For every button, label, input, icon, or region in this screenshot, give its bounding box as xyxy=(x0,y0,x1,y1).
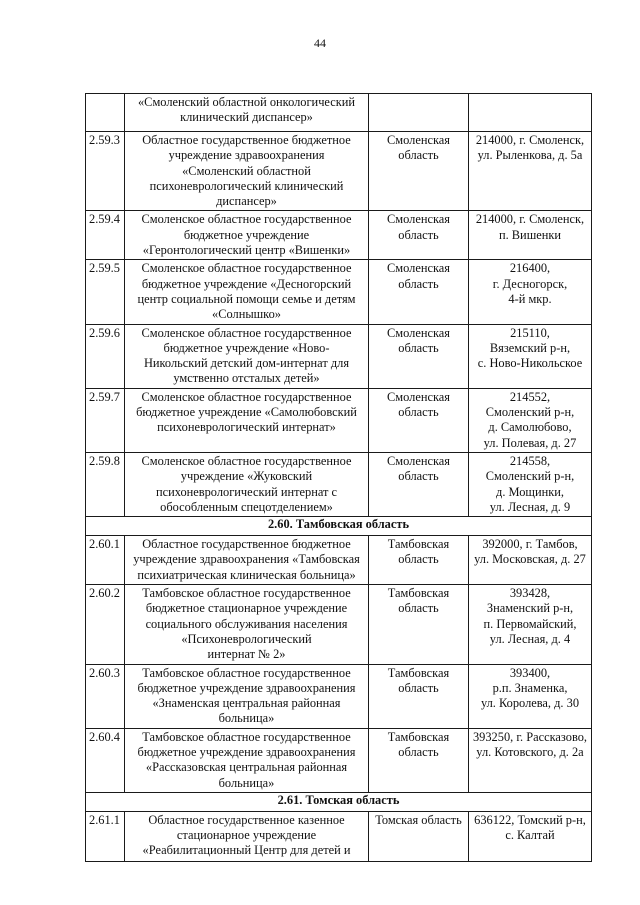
institution-name-line: Тамбовское областное государственное xyxy=(142,665,351,680)
institution-name-line: больница» xyxy=(218,775,275,790)
region-name-line: Тамбовская xyxy=(387,537,450,552)
institution-name-line: центр социальной помощи семье и детям xyxy=(137,291,356,306)
address-line: 214000, г. Смоленск, xyxy=(475,212,585,227)
address-line: г. Десногорск, xyxy=(492,276,568,291)
institution-name-line: больница» xyxy=(218,711,275,726)
region-name-line: область xyxy=(398,469,439,484)
address-cell xyxy=(469,811,592,861)
address-line: Смоленский р-н, xyxy=(485,405,575,420)
institution-name-line: «Рассказовская центральная районная xyxy=(145,760,348,775)
row-number xyxy=(86,94,125,132)
region-name-line: Смоленская xyxy=(387,389,450,404)
table-row xyxy=(86,728,592,792)
region-name-cell xyxy=(369,728,469,792)
row-number: 2.59.3 xyxy=(86,132,125,211)
address-cell xyxy=(469,132,592,211)
section-row xyxy=(86,517,592,536)
institution-name-cell xyxy=(125,388,369,452)
institution-name-line: Областное государственное бюджетное xyxy=(142,537,351,552)
region-name-line: Томская область xyxy=(375,812,462,827)
institution-name-cell xyxy=(125,728,369,792)
address-line: д. Самолюбово, xyxy=(488,420,572,435)
table-row xyxy=(86,811,592,861)
institution-name-line: Смоленское областное государственное xyxy=(141,212,352,227)
region-name-line: область xyxy=(398,601,439,616)
region-name-cell xyxy=(369,324,469,388)
institution-name-cell xyxy=(125,132,369,211)
institution-name-line: интернат № 2» xyxy=(207,647,286,662)
institution-name-line: бюджетное учреждение «Самолюбовский xyxy=(136,405,357,420)
address-line: Знаменский р-н, xyxy=(486,601,574,616)
address-cell xyxy=(469,94,592,132)
table-row xyxy=(86,324,592,388)
institution-name-line: Смоленское областное государственное xyxy=(141,389,352,404)
address-line: п. Вишенки xyxy=(498,227,562,242)
region-name-cell xyxy=(369,585,469,664)
institution-name-line: «Смоленский областной xyxy=(182,163,311,178)
institution-name-cell xyxy=(125,811,369,861)
row-number: 2.60.4 xyxy=(86,728,125,792)
address-line: д. Мощинки, xyxy=(496,484,564,499)
institution-name-cell xyxy=(125,94,369,132)
address-line: Вяземский р-н, xyxy=(489,340,571,355)
row-number: 2.60.3 xyxy=(86,664,125,728)
address-line: ул. Лесная, д. 4 xyxy=(489,631,571,646)
region-name-line: область xyxy=(398,680,439,695)
row-number: 2.59.5 xyxy=(86,260,125,324)
region-name-line: область xyxy=(398,340,439,355)
row-number: 2.61.1 xyxy=(86,811,125,861)
institution-name-line: Никольский детский дом-интернат для xyxy=(143,356,350,371)
address-line: 393400, xyxy=(509,665,551,680)
institution-name-line: «Знаменская центральная районная xyxy=(152,696,341,711)
institution-name-line: обособленным спецотделением» xyxy=(160,499,333,514)
institution-name-line: «Психоневрологический xyxy=(181,631,312,646)
address-cell xyxy=(469,536,592,585)
institution-name-line: учреждение здравоохранения «Тамбовская xyxy=(133,552,360,567)
table-row xyxy=(86,132,592,211)
institution-name-line: бюджетное учреждение здравоохранения xyxy=(137,744,356,759)
address-line: с. Ново-Никольское xyxy=(477,356,583,371)
row-number: 2.60.2 xyxy=(86,585,125,664)
institution-name-line: психоневрологический интернат с xyxy=(155,484,338,499)
institution-name-line: Смоленское областное государственное xyxy=(141,453,352,468)
institution-name-line: психиатрическая клиническая больница» xyxy=(137,567,356,582)
row-number: 2.59.8 xyxy=(86,452,125,516)
institution-name-line: Смоленское областное государственное xyxy=(141,325,352,340)
region-name-line: область xyxy=(398,552,439,567)
address-line: с. Калтай xyxy=(505,828,555,843)
region-name-line: Смоленская xyxy=(387,325,450,340)
address-line: 216400, xyxy=(509,261,551,276)
region-name-line: Тамбовская xyxy=(387,586,450,601)
address-line: 214000, г. Смоленск, xyxy=(475,133,585,147)
institution-name-line: Тамбовское областное государственное xyxy=(142,729,351,744)
institution-name-line: психоневрологический интернат» xyxy=(157,420,336,435)
region-name-line: область xyxy=(398,227,439,242)
row-number: 2.60.1 xyxy=(86,536,125,585)
address-line: 393428, xyxy=(509,586,551,601)
address-cell xyxy=(469,324,592,388)
institutions-table xyxy=(85,93,592,862)
address-line: Смоленский р-н, xyxy=(485,469,575,484)
institution-name-line: бюджетное учреждение xyxy=(183,227,310,242)
row-number: 2.59.4 xyxy=(86,211,125,260)
table-row xyxy=(86,388,592,452)
table-body xyxy=(86,94,592,862)
table-row xyxy=(86,452,592,516)
institution-name-line: бюджетное учреждение здравоохранения xyxy=(137,680,356,695)
page-number: 44 xyxy=(314,36,326,50)
institution-name-cell xyxy=(125,664,369,728)
region-name-cell xyxy=(369,536,469,585)
address-cell xyxy=(469,260,592,324)
region-name-cell xyxy=(369,132,469,211)
institution-name-cell xyxy=(125,585,369,664)
region-name-cell xyxy=(369,260,469,324)
institution-name-line: социального обслуживания населения xyxy=(145,616,348,631)
institution-name-cell xyxy=(125,211,369,260)
region-name-cell xyxy=(369,388,469,452)
institution-name-line: диспансер» xyxy=(216,194,277,209)
region-name-line: Смоленская xyxy=(387,261,450,276)
address-line: п. Первомайский, xyxy=(483,616,577,631)
section-row xyxy=(86,792,592,811)
region-name-line: Смоленская xyxy=(387,453,450,468)
institution-name-line: Областное государственное бюджетное xyxy=(142,133,351,147)
institution-name-cell xyxy=(125,324,369,388)
region-name-line: Тамбовская xyxy=(387,729,450,744)
table-row xyxy=(86,260,592,324)
institution-name-cell xyxy=(125,536,369,585)
address-line: ул. Лесная, д. 9 xyxy=(489,499,571,514)
institution-name-line: «Смоленский областной онкологический xyxy=(137,95,356,109)
region-name-line: Смоленская xyxy=(387,212,450,227)
address-line: 392000, г. Тамбов, xyxy=(482,537,578,552)
institution-name-line: учреждение «Жуковский xyxy=(180,469,313,484)
region-name-cell xyxy=(369,211,469,260)
address-cell xyxy=(469,728,592,792)
address-line: 215110, xyxy=(510,325,550,340)
address-line: 214558, xyxy=(509,453,551,468)
table-row xyxy=(86,664,592,728)
address-cell xyxy=(469,211,592,260)
address-line: 214552, xyxy=(509,389,551,404)
region-name-cell xyxy=(369,94,469,132)
institution-name-line: учреждение здравоохранения xyxy=(168,148,325,163)
address-line: ул. Котовского, д. 2а xyxy=(476,744,584,759)
address-line: 636122, Томский р-н, xyxy=(474,812,586,827)
institution-name-line: бюджетное стационарное учреждение xyxy=(145,601,348,616)
address-cell xyxy=(469,388,592,452)
institution-name-line: стационарное учреждение xyxy=(176,828,317,843)
institution-name-line: «Солнышко» xyxy=(212,307,281,322)
region-name-cell xyxy=(369,452,469,516)
address-line: ул. Полевая, д. 27 xyxy=(483,435,577,450)
address-line: ул. Московская, д. 27 xyxy=(474,552,586,567)
section-title: 2.61. Томская область xyxy=(86,792,592,811)
row-number: 2.59.6 xyxy=(86,324,125,388)
address-line: ул. Рыленкова, д. 5а xyxy=(477,148,583,163)
table-row xyxy=(86,211,592,260)
address-line: 393250, г. Рассказово, xyxy=(472,729,588,744)
region-name-line: область xyxy=(398,276,439,291)
institution-name-line: Смоленское областное государственное xyxy=(141,261,352,276)
table-row xyxy=(86,94,592,132)
region-name-line: Смоленская xyxy=(387,133,450,147)
region-name-cell xyxy=(369,811,469,861)
address-cell xyxy=(469,585,592,664)
address-cell xyxy=(469,452,592,516)
institution-name-line: «Реабилитационный Центр для детей и xyxy=(142,843,351,858)
institution-name-line: клинический диспансер» xyxy=(180,110,313,125)
institution-name-line: «Геронтологический центр «Вишенки» xyxy=(142,243,351,258)
institution-name-line: Тамбовское областное государственное xyxy=(142,586,351,601)
institution-name-line: бюджетное учреждение «Десногорский xyxy=(141,276,352,291)
region-name-line: область xyxy=(398,744,439,759)
institution-name-line: Областное государственное казенное xyxy=(148,812,345,827)
address-line: р.п. Знаменка, xyxy=(492,680,568,695)
table-row xyxy=(86,536,592,585)
institution-name-line: психоневрологический клинический xyxy=(149,178,344,193)
institution-name-line: умственно отсталых детей» xyxy=(173,371,320,386)
address-line: 4-й мкр. xyxy=(508,291,552,306)
institution-name-cell xyxy=(125,452,369,516)
region-name-line: Тамбовская xyxy=(387,665,450,680)
region-name-line: область xyxy=(398,405,439,420)
institution-name-line: бюджетное учреждение «Ново- xyxy=(163,340,330,355)
table-row xyxy=(86,585,592,664)
region-name-cell xyxy=(369,664,469,728)
region-name-line: область xyxy=(398,148,439,163)
address-line: ул. Королева, д. 30 xyxy=(480,696,580,711)
row-number: 2.59.7 xyxy=(86,388,125,452)
section-title: 2.60. Тамбовская область xyxy=(86,517,592,536)
institution-name-cell xyxy=(125,260,369,324)
address-cell xyxy=(469,664,592,728)
